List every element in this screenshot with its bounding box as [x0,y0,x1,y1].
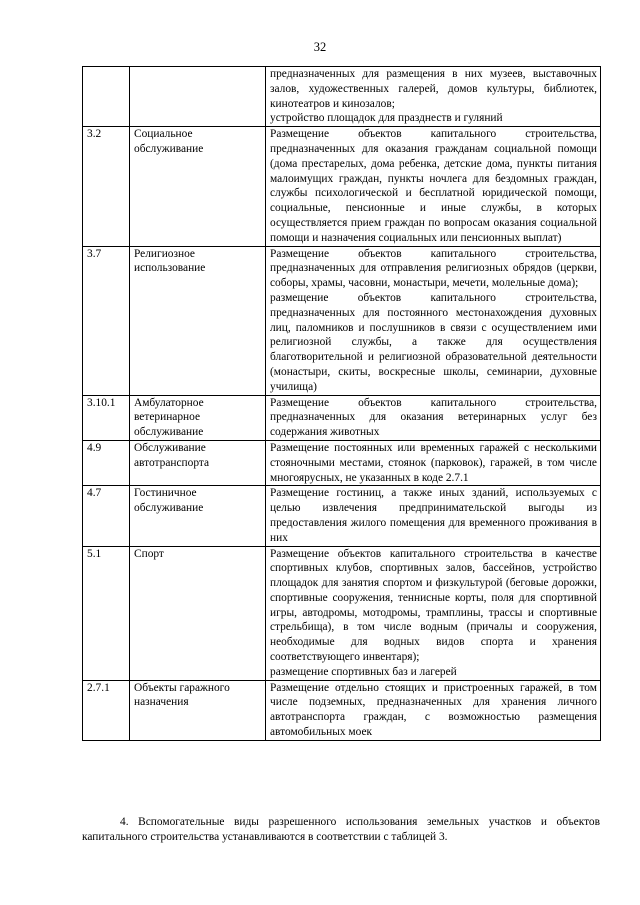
row-code [83,67,130,127]
row-description [266,127,601,246]
row-code: 3.7 [83,246,130,395]
description-paragraph: Размещение гостиниц, а также иных зданий, используемых с целью извлечения предпринимательской выгоды из предоставления жилого помещения для временного проживания в них [270,487,597,544]
table-row [83,680,601,740]
description-paragraph: размещение объектов капитального строительства, предназначенных для постоянного местонахождения духовных лиц, паломников и послушников в связи с осуществлением ими религиозной службы, а также для осуществления благотворительной и религиозной образовательной деятельности (монастыри, скиты, воскресные школы, семинарии, духовные училища) [270,291,597,393]
row-name: Амбулаторное ветеринарное обслуживание [130,395,266,440]
row-description [266,546,601,680]
description-paragraph: Размещение объектов капитального строительства в качестве спортивных клубов, спортивных залов, бассейнов, устройство площадок для занятия спортом и физкультурой (беговые дорожки, спортивные сооружения, теннисные корты, поля для спортивной игры, автодромы, мотодромы, трамплины, трассы и спортивные стрельбища), в том числе водным (причалы и сооружения, необходимые для водных видов спорта и хранения соответствующего инвентаря); [270,547,597,664]
land-use-table [82,66,601,741]
description-paragraph: Размещение постоянных или временных гаражей с несколькими стояночными местами, стоянок (парковок), гаражей, в том числе многоярусных, не указанных в коде 2.7.1 [270,441,597,484]
row-code: 4.9 [83,440,130,485]
table-row [83,546,601,680]
description-paragraph: предназначенных для размещения в них музеев, выставочных залов, художественных галерей, домов культуры, библиотек, кинотеатров и кинозалов; [270,68,597,110]
row-code: 5.1 [83,546,130,680]
description-paragraph: Размещение отдельно стоящих и пристроенных гаражей, в том числе подземных, предназначенных для хранения личного автотранспорта граждан, с возможностью размещения автомобильных моек [270,681,597,739]
row-description [266,440,601,485]
row-code: 2.7.1 [83,680,130,740]
description-paragraph: Размещение объектов капитального строительства, предназначенных для оказания ветеринарных услуг без содержания животных [270,396,597,439]
row-description [266,67,601,127]
table-body [83,67,601,741]
row-code: 4.7 [83,486,130,546]
row-name: Спорт [130,546,266,680]
row-name: Обслуживание автотранспорта [130,440,266,485]
description-paragraph: Размещение объектов капитального строительства, предназначенных для оказания гражданам социальной помощи (дома престарелых, дома ребенка, детские дома, пункты питания малоимущих граждан, пункты ночлега для бездомных граждан, службы психологической и бесплатной юридической помощи, социальные, пенсионные и иные службы, в которых осуществляется прием граждан по вопросам оказания социальной помощи и назначения социальных или пенсионных выплат) [270,128,597,244]
row-name: Религиозное использование [130,246,266,395]
table-row [83,246,601,395]
row-description [266,395,601,440]
row-code: 3.10.1 [83,395,130,440]
description-paragraph: размещение спортивных баз и лагерей [270,665,457,678]
row-name: Гостиничное обслуживание [130,486,266,546]
table-row [83,395,601,440]
row-name: Объекты гаражного назначения [130,680,266,740]
page-number: 32 [313,40,327,54]
footer-paragraph: 4. Вспомогательные виды разрешенного использования земельных участков и объектов капитального строительства устанавливаются в соответствии с таблицей 3. [82,816,600,843]
row-name [130,67,266,127]
row-code: 3.2 [83,127,130,246]
row-description [266,486,601,546]
row-description [266,680,601,740]
table-row [83,67,601,127]
row-name: Социальное обслуживание [130,127,266,246]
description-paragraph: Размещение объектов капитального строительства, предназначенных для отправления религиозных обрядов (церкви, соборы, храмы, часовни, монастыри, мечети, молельные дома); [270,247,597,290]
table-row [83,486,601,546]
table-row [83,440,601,485]
table-row [83,127,601,246]
description-paragraph: устройство площадок для празднеств и гуляний [270,112,503,125]
row-description [266,246,601,395]
